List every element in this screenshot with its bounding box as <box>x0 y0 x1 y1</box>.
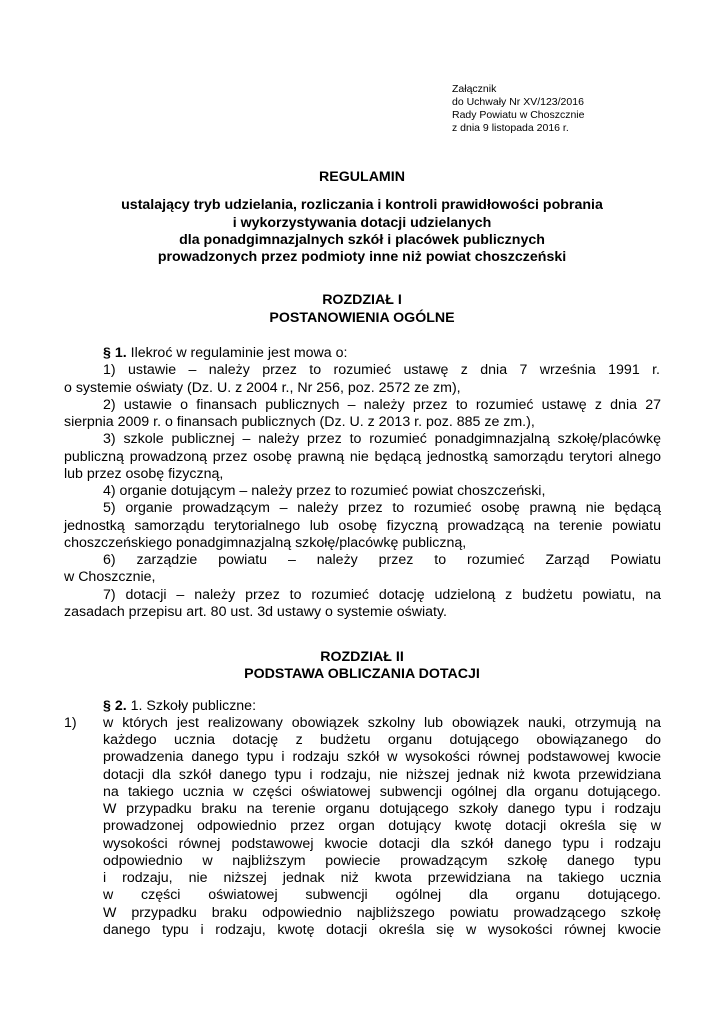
item-line: odpowiednio w najbliższym powiecie prowadzącym szkołę danego typu <box>103 853 661 869</box>
document-subtitle-line: prowadzonych przez podmioty inne niż powiat choszczeński <box>157 249 567 265</box>
attachment-line: do Uchwały Nr XV/123/2016 <box>452 96 584 108</box>
item-number: 1) <box>64 715 77 731</box>
item-line: w których jest realizowany obowiązek szkolny lub obowiązek nauki, otrzymują na <box>103 715 661 731</box>
definition-line: 4) organie dotującym – należy przez to rozumieć powiat choszczeński, <box>103 483 546 499</box>
definition-line: choszczeńskiego ponadgimnazjalną szkołę/placówkę publiczną, <box>64 535 467 551</box>
item-line: prowadzonej odpowiednio przez organ dotujący kwotę dotacji określa się w <box>103 818 661 834</box>
item-line: każdego ucznia dotację z budżetu organu dotującego obowiązanego do <box>103 732 661 748</box>
attachment-note <box>452 83 584 135</box>
definition-line: 6) zarządzie powiatu – należy przez to rozumieć Zarząd Powiatu <box>103 552 661 568</box>
chapter-heading: ROZDZIAŁ I <box>322 292 402 308</box>
paragraph-1-intro <box>103 344 347 362</box>
item-line: W przypadku braku odpowiednio najbliższego powiatu prowadzącego szkołę <box>103 905 661 921</box>
definition-line: 2) ustawie o finansach publicznych – należy przez to rozumieć ustawę z dnia 27 <box>103 397 661 413</box>
document-subtitle-line: dla ponadgimnazjalnych szkół i placówek publicznych <box>179 232 545 248</box>
item-line: wysokości równej podstawowej kwocie dotacji dla szkół danego typu i rodzaju <box>103 836 661 852</box>
paragraph-2-intro <box>103 697 256 715</box>
definition-line: o systemie oświaty (Dz. U. z 2004 r., Nr 256, poz. 2572 ze zm), <box>64 380 461 396</box>
item-line: danego typu i rodzaju, kwotę dotacji określa się w wysokości równej kwocie <box>103 922 661 938</box>
item-line: prowadzenia danego typu i rodzaju szkół w wysokości równej podstawowej kwocie <box>103 749 661 765</box>
item-line: i rodzaju, nie niższej jednak niż kwota przewidziana na takiego ucznia <box>103 870 661 886</box>
item-line: dotacji dla szkół danego typu i rodzaju, nie niższej jednak niż kwota przewidziana <box>103 767 661 783</box>
document-title: REGULAMIN <box>319 169 405 185</box>
item-line: na takiego ucznia w części oświatowej subwencji ogólnej dla organu dotującego. <box>103 784 661 800</box>
attachment-line: z dnia 9 listopada 2016 r. <box>452 122 569 134</box>
chapter-subheading: POSTANOWIENIA OGÓLNE <box>269 310 455 326</box>
document-subtitle-line: i wykorzystywania dotacji udzielanych <box>232 215 492 231</box>
item-line: w części oświatowej subwencji ogólnej dla organu dotującego. <box>103 887 661 903</box>
definition-line: 1) ustawie – należy przez to rozumieć ustawę z dnia 7 września 1991 r. <box>103 362 660 378</box>
paragraph-text: Ilekroć w regulaminie jest mowa o: <box>130 345 348 361</box>
definition-line: lub przez osobę fizyczną, <box>64 466 224 482</box>
document-subtitle-line: ustalający tryb udzielania, rozliczania i kontroli prawidłowości pobrania <box>121 197 603 213</box>
definition-line: jednostką samorządu terytorialnego lub osobę fizyczną prowadzącą na terenie powiatu <box>64 518 661 534</box>
attachment-line: Załącznik <box>452 83 497 95</box>
chapter-subheading: PODSTAWA OBLICZANIA DOTACJI <box>244 666 480 682</box>
definition-line: w Choszcznie, <box>64 569 156 585</box>
attachment-line: Rady Powiatu w Choszcznie <box>452 109 585 121</box>
paragraph-mark: § 2. <box>103 698 127 714</box>
definition-line: 5) organie prowadzącym – należy przez to rozumieć osobę prawną nie będącą <box>103 500 661 516</box>
paragraph-mark: § 1. <box>103 345 127 361</box>
definition-line: zasadach przepisu art. 80 ust. 3d ustawy o systemie oświaty. <box>64 604 447 620</box>
definition-line: sierpnia 2009 r. o finansach publicznych (Dz. U. z 2013 r. poz. 885 ze zm.), <box>64 414 535 430</box>
definition-line: 3) szkole publicznej – należy przez to rozumieć ponadgimnazjalną szkołę/placówkę <box>103 431 661 447</box>
definition-line: 7) dotacji – należy przez to rozumieć dotację udzieloną z budżetu powiatu, na <box>103 587 661 603</box>
chapter-heading: ROZDZIAŁ II <box>320 649 404 665</box>
paragraph-text: 1. Szkoły publiczne: <box>130 698 257 714</box>
definition-line: publiczną prowadzoną przez osobę prawną nie będącą jednostką samorządu terytori alnego <box>64 449 661 465</box>
item-line: W przypadku braku na terenie organu dotującego szkoły danego typu i rodzaju <box>103 801 661 817</box>
